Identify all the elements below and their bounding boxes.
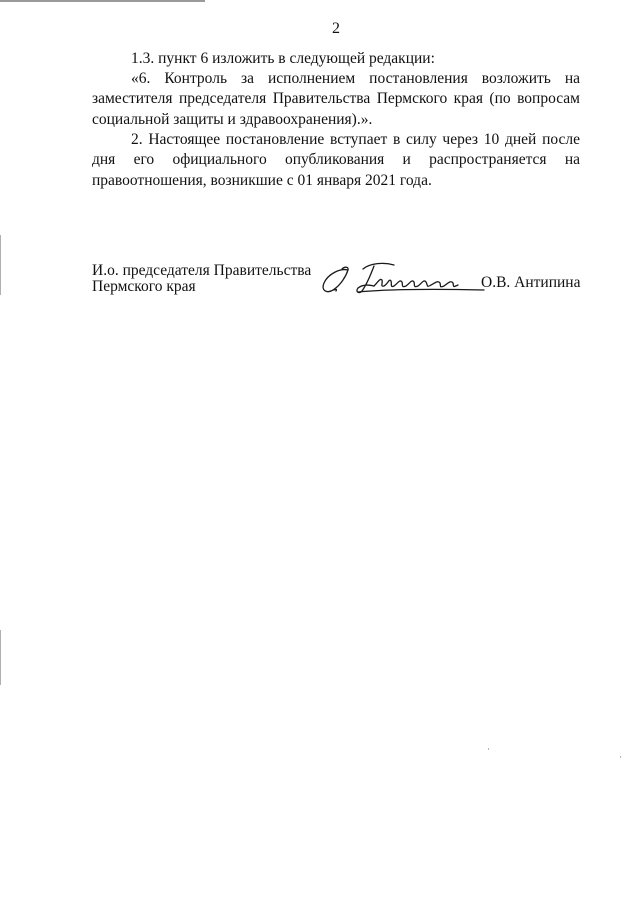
scan-dust <box>620 756 621 758</box>
paragraph-item-1-3: 1.3. пункт 6 изложить в следующей редакции: <box>131 50 435 67</box>
paragraph-effective-date: 2. Настоящее постановление вступает в силу через 10 дней после дня его официального опубликования и распространяется на правоотношения, возникшие с 01 января 2021 года. <box>92 131 580 189</box>
page-number: 2 <box>332 20 340 37</box>
signer-name: О.В. Антипина <box>481 274 581 291</box>
signer-position-line2: Пермского края <box>92 277 196 295</box>
handwritten-signature <box>318 256 488 298</box>
signer-position-line1: И.о. председателя Правительства <box>92 262 312 279</box>
paragraph-item-6-text: «6. Контроль за исполнением постановления возложить на заместителя председателя Правительства Пермского края (по вопросам социальной защиты и здравоохранения).». <box>92 70 580 128</box>
scan-dust <box>488 748 489 750</box>
scan-margin-mark <box>0 630 1 685</box>
scan-margin-mark <box>0 235 1 295</box>
signer-position <box>92 263 311 294</box>
scan-edge-line <box>0 0 205 2</box>
